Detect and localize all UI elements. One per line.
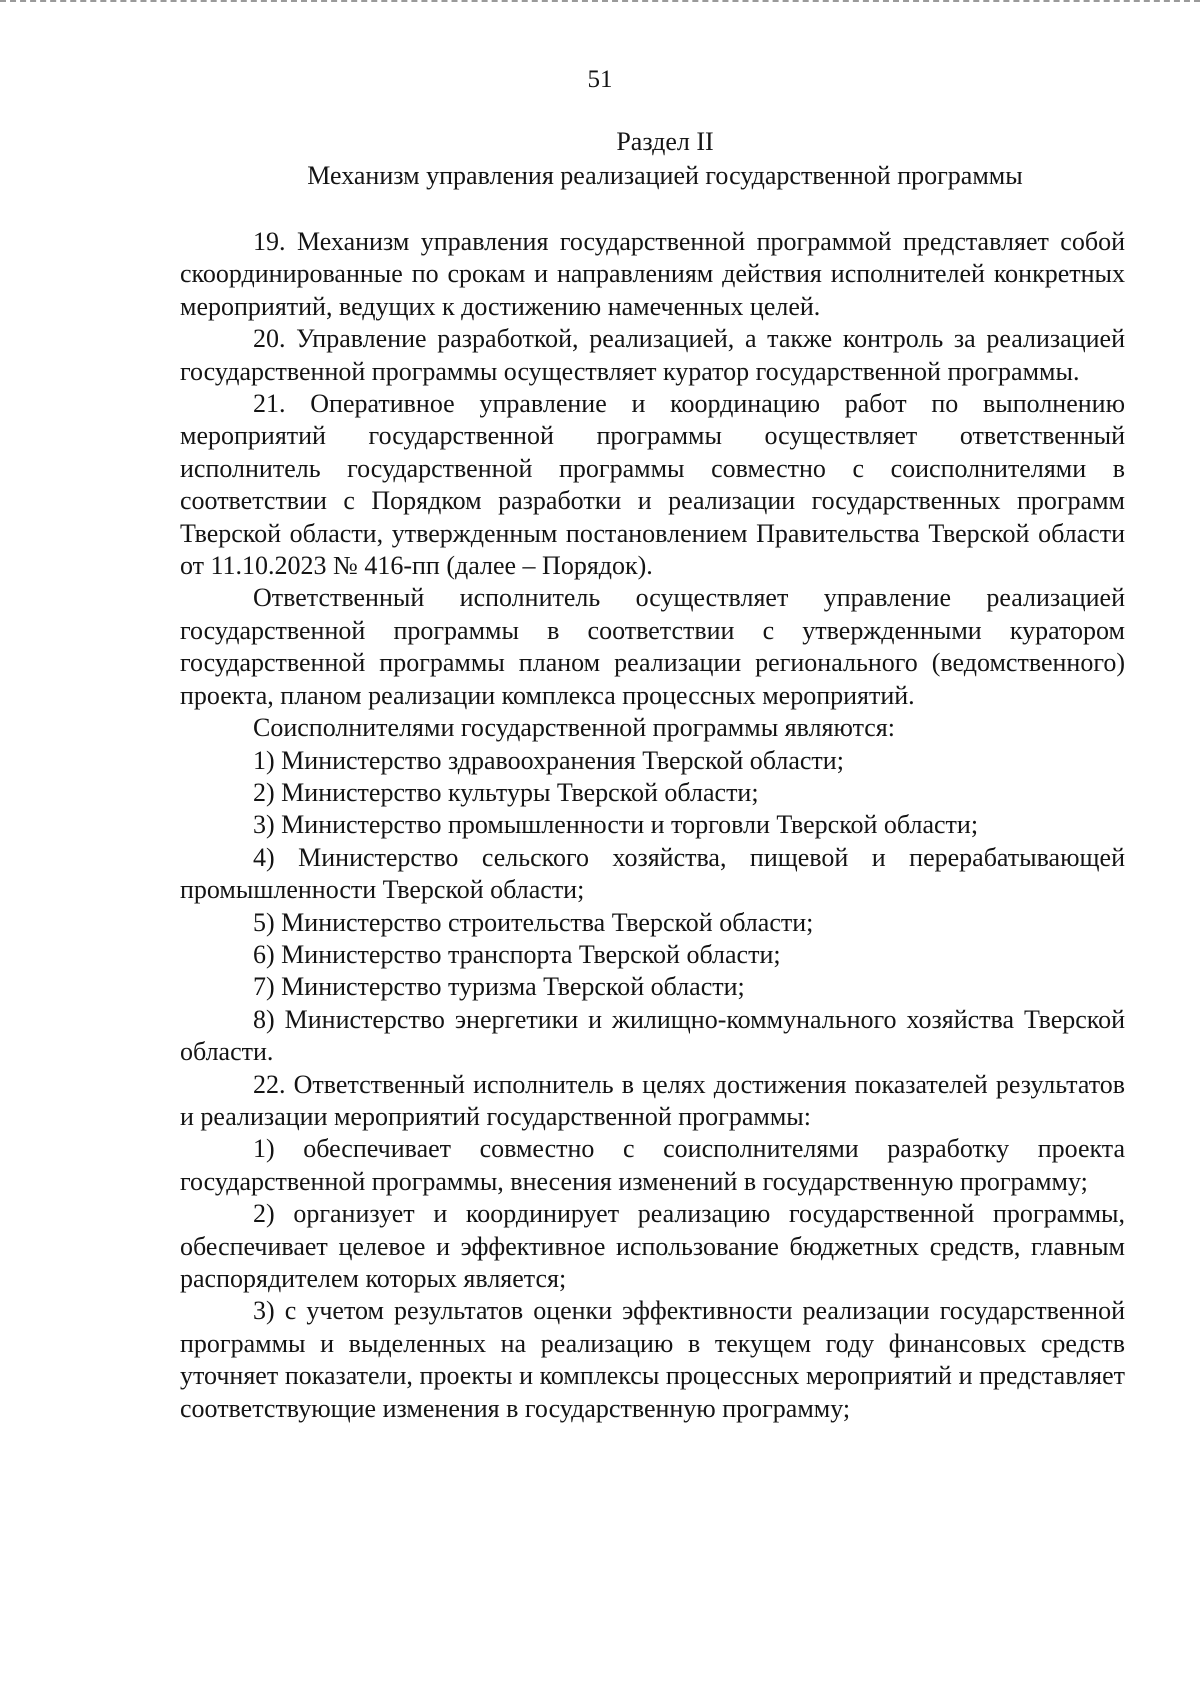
section-label: Раздел II	[616, 127, 714, 156]
list-item-co-executor-8: 8) Министерство энергетики и жилищно-коммунального хозяйства Тверской области.	[180, 1004, 1125, 1067]
body-text	[180, 226, 1125, 1425]
list-item-co-executor-3: 3) Министерство промышленности и торговли Тверской области;	[253, 810, 979, 840]
paragraph-co-executors-intro: Соисполнителями государственной программы являются:	[253, 713, 895, 743]
list-item-co-executor-1: 1) Министерство здравоохранения Тверской области;	[253, 745, 844, 775]
list-item-duty-2: 2) организует и координирует реализацию государственной программы, обеспечивает целевое и эффективное использование бюджетных средств, главным распорядителем которых является;	[180, 1199, 1125, 1293]
list-item-co-executor-2: 2) Министерство культуры Тверской области;	[253, 777, 759, 807]
section-title: Механизм управления реализацией государственной программы	[307, 161, 1023, 190]
paragraph-19: 19. Механизм управления государственной программой представляет собой скоординированные по срокам и направлениям действия исполнителей конкретных мероприятий, ведущих к достижению намеченных целей.	[180, 227, 1125, 321]
list-item-co-executor-6: 6) Министерство транспорта Тверской области;	[253, 939, 781, 969]
list-item-co-executor-5: 5) Министерство строительства Тверской области;	[253, 907, 814, 937]
page-number: 51	[587, 66, 613, 93]
paragraph-22: 22. Ответственный исполнитель в целях достижения показателей результатов и реализации мероприятий государственной программы:	[180, 1069, 1125, 1131]
list-item-duty-1: 1) обеспечивает совместно с соисполнителями разработку проекта государственной программы, внесения изменений в государственную программу;	[180, 1134, 1125, 1196]
paragraph-20: 20. Управление разработкой, реализацией, а также контроль за реализацией государственной программы осуществляет куратор государственной программы.	[180, 324, 1125, 386]
list-item-co-executor-7: 7) Министерство туризма Тверской области;	[253, 972, 745, 1002]
list-item-co-executor-4: 4) Министерство сельского хозяйства, пищевой и перерабатывающей промышленности Тверской области;	[180, 842, 1125, 905]
scan-top-edge	[0, 0, 1200, 2]
paragraph-responsible-executor: Ответственный исполнитель осуществляет управление реализацией государственной программы в соответствии с утвержденными куратором государственной программы планом реализации регионального (ведомственного) проекта, планом реализации комплекса процессных мероприятий.	[180, 583, 1125, 710]
paragraph-21: 21. Оперативное управление и координацию работ по выполнению мероприятий государственной программы осуществляет ответственный исполнитель государственной программы совместно с соисполнителями в соответствии с Порядком разработки и реализации государственных программ Тверской области, утвержденным постановлением Правительства Тверской области от 11.10.2023 № 416-пп (далее – Порядок).	[180, 389, 1125, 581]
list-item-duty-3: 3) с учетом результатов оценки эффективности реализации государственной программы и выделенных на реализацию в текущем году финансовых средств уточняет показатели, проекты и комплексы процессных мероприятий и представляет соответствующие изменения в государственную программу;	[180, 1296, 1125, 1423]
